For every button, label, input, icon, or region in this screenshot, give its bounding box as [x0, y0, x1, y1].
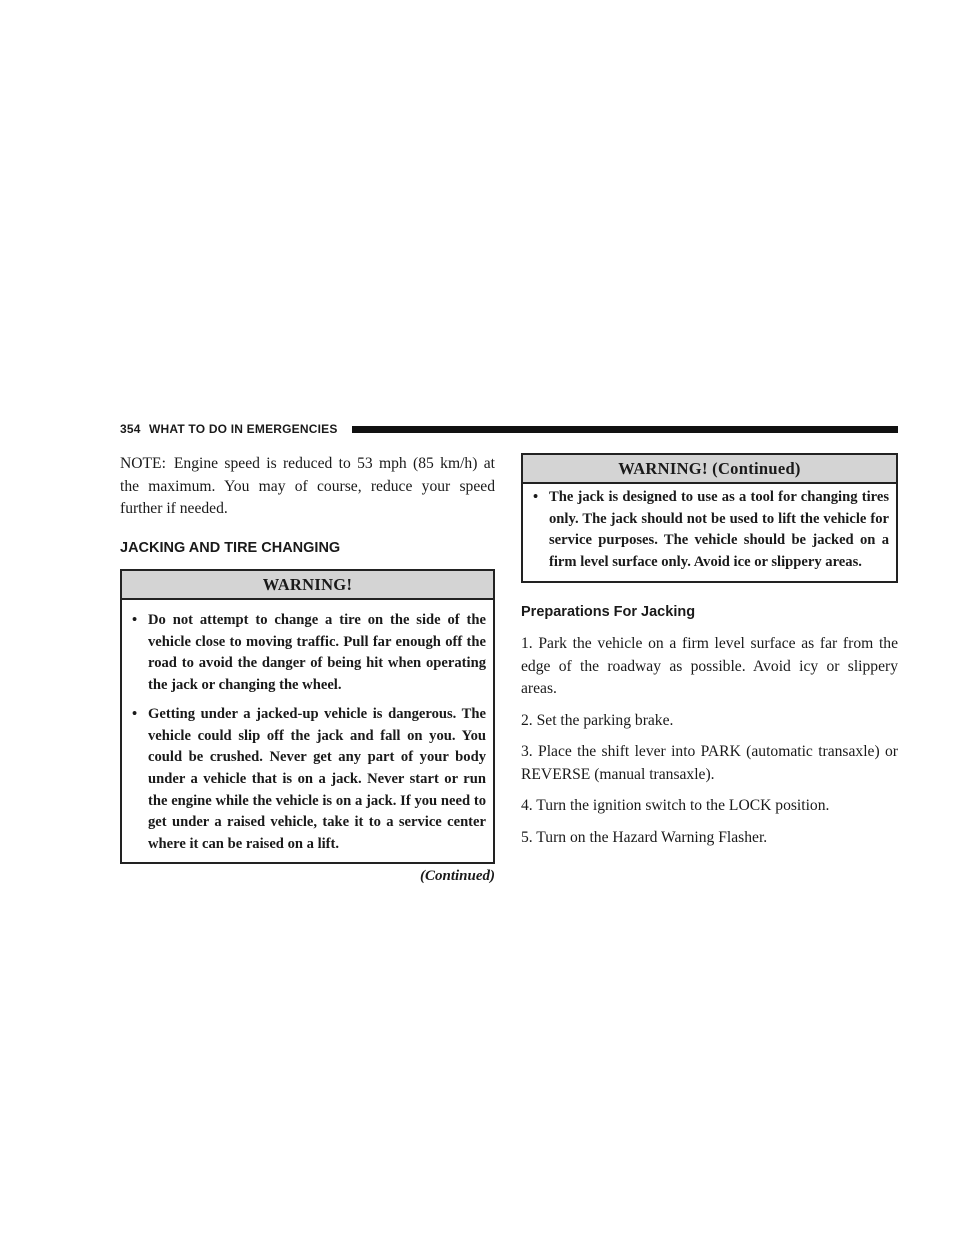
warning-item [130, 610, 486, 697]
continued-label: (Continued) [419, 867, 495, 884]
warning-item [531, 487, 889, 574]
warning-body [523, 484, 896, 581]
section-title: WHAT TO DO IN EMERGENCIES [149, 422, 338, 436]
warning-item-text: Do not attempt to change a tire on the side of the vehicle close to moving traffic. Pull far enough off the road to avoid the danger of being hit when operating the jack or changing the wheel. [148, 612, 486, 694]
warning-title: WARNING! [122, 571, 493, 600]
left-column [120, 453, 495, 887]
warning-box [120, 569, 495, 864]
note-label: NOTE: [120, 455, 166, 472]
warning-item [130, 704, 486, 856]
note-text: Engine speed is reduced to 53 mph (85 km/h) at the maximum. You may of course, reduce your speed further if needed. [120, 455, 495, 517]
preparations-heading: Preparations For Jacking [521, 603, 696, 620]
bullet-icon: • [132, 705, 138, 722]
step-item: 5. Turn on the Hazard Warning Flasher. [521, 828, 768, 846]
note-paragraph [120, 453, 495, 521]
warning-item-text: Getting under a jacked-up vehicle is dangerous. The vehicle could slip off the jack and fall on you. You could be crushed. Never get any part of your body under a vehicle that is on a jack. Never start or run the engine while the vehicle is on a jack. If you need to get under a raised vehicle, take it to a service center where it can be raised on a lift. [148, 705, 486, 853]
bullet-icon: • [132, 612, 138, 628]
bullet-icon: • [533, 489, 539, 505]
step-item: 1. Park the vehicle on a firm level surface as far from the edge of the roadway as possible. Avoid icy or slippery areas. [521, 635, 898, 698]
step-item: 4. Turn the ignition switch to the LOCK position. [521, 797, 830, 815]
warning-title: WARNING! (Continued) [523, 455, 896, 484]
warning-body [122, 600, 493, 862]
step-item: 2. Set the parking brake. [521, 711, 674, 729]
step-item: 3. Place the shift lever into PARK (automatic transaxle) or REVERSE (manual transaxle). [521, 743, 898, 783]
page-header [120, 420, 898, 440]
page-number: 354 [120, 422, 141, 436]
warning-item-text: The jack is designed to use as a tool for changing tires only. The jack should not be used to lift the vehicle for service purposes. The vehicle should be jacked on a firm level surface only. Avoid ice or slippery areas. [549, 489, 889, 571]
header-rule [352, 426, 898, 433]
warning-box-continued [521, 453, 898, 583]
right-column [521, 453, 898, 858]
jacking-heading: JACKING AND TIRE CHANGING [120, 539, 341, 556]
